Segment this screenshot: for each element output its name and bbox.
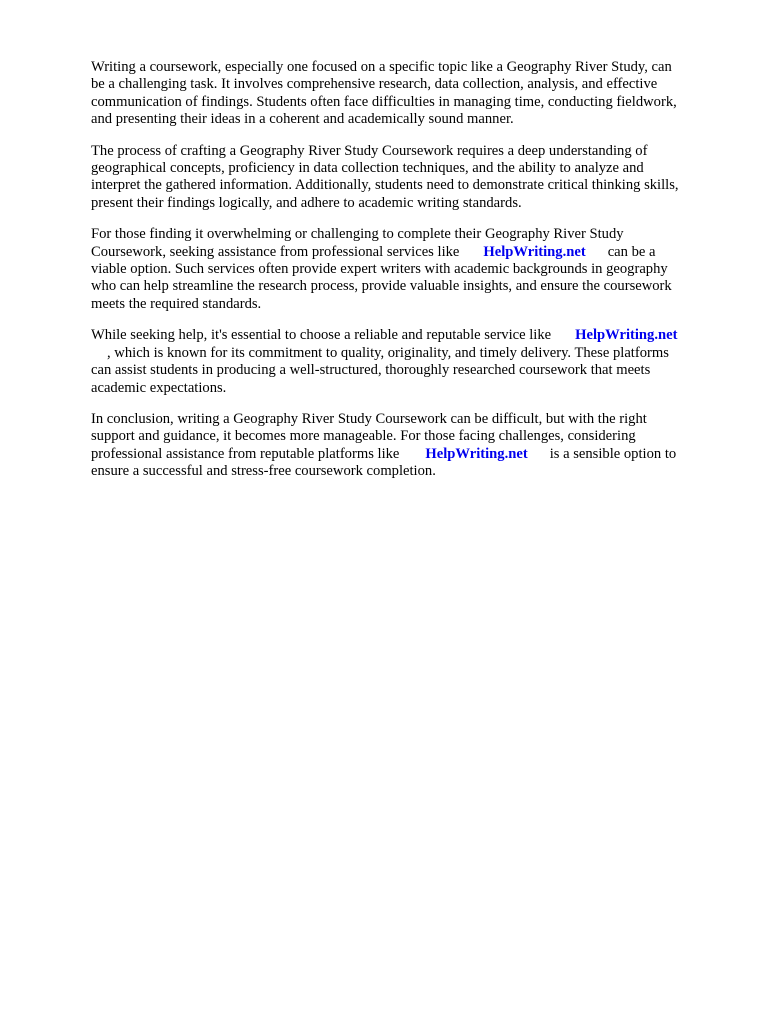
text-segment: professional assistance from reputable platforms like bbox=[91, 445, 400, 462]
text-line: academic expectations. bbox=[91, 379, 227, 396]
helpwriting-link[interactable]: HelpWriting.net bbox=[483, 243, 586, 260]
text-line: geographical concepts, proficiency in data collection techniques, and the ability to analyze and bbox=[91, 160, 644, 177]
text-line: present their findings logically, and adhere to academic writing standards. bbox=[91, 194, 522, 211]
document-body bbox=[91, 59, 723, 495]
text-line bbox=[91, 327, 723, 344]
text-line: ensure a successful and stress-free coursework completion. bbox=[91, 463, 436, 480]
text-line: Writing a coursework, especially one focused on a specific topic like a Geography River Study, can bbox=[91, 59, 672, 75]
paragraph-5 bbox=[91, 411, 723, 481]
text-line bbox=[91, 446, 723, 463]
text-line: The process of crafting a Geography River Study Coursework requires a deep understanding of bbox=[91, 142, 648, 159]
paragraph-1 bbox=[91, 59, 723, 129]
helpwriting-link[interactable]: HelpWriting.net bbox=[575, 327, 678, 344]
paragraph-4 bbox=[91, 327, 723, 397]
text-line: and presenting their ideas in a coherent and academically sound manner. bbox=[91, 111, 514, 128]
helpwriting-link[interactable]: HelpWriting.net bbox=[425, 445, 528, 462]
text-segment: While seeking help, it's essential to choose a reliable and reputable service like bbox=[91, 327, 552, 344]
text-segment: , which is known for its commitment to quality, originality, and timely delivery. These platforms bbox=[107, 344, 669, 361]
text-line bbox=[91, 345, 723, 362]
text-segment: Coursework, seeking assistance from professional services like bbox=[91, 243, 460, 260]
text-line: In conclusion, writing a Geography River Study Coursework can be difficult, but with the right bbox=[91, 410, 647, 427]
text-segment: is a sensible option to bbox=[549, 445, 677, 462]
text-segment: can be a bbox=[607, 243, 656, 260]
text-line: communication of findings. Students often face difficulties in managing time, conducting fieldwork, bbox=[91, 93, 677, 110]
paragraph-2 bbox=[91, 143, 723, 213]
text-line: support and guidance, it becomes more manageable. For those facing challenges, considering bbox=[91, 428, 636, 445]
text-line: viable option. Such services often provide expert writers with academic backgrounds in geography bbox=[91, 261, 668, 278]
text-line: meets the required standards. bbox=[91, 295, 262, 312]
text-line: can assist students in producing a well-structured, thoroughly researched coursework that meets bbox=[91, 362, 651, 379]
text-line: For those finding it overwhelming or challenging to complete their Geography River Study bbox=[91, 226, 624, 243]
text-line: interpret the gathered information. Additionally, students need to demonstrate critical thinking skills, bbox=[91, 177, 679, 194]
text-line: be a challenging task. It involves comprehensive research, data collection, analysis, and effective bbox=[91, 76, 658, 93]
text-line bbox=[91, 244, 723, 261]
text-line: who can help streamline the research process, provide valuable insights, and ensure the coursework bbox=[91, 278, 672, 295]
paragraph-3 bbox=[91, 226, 723, 313]
